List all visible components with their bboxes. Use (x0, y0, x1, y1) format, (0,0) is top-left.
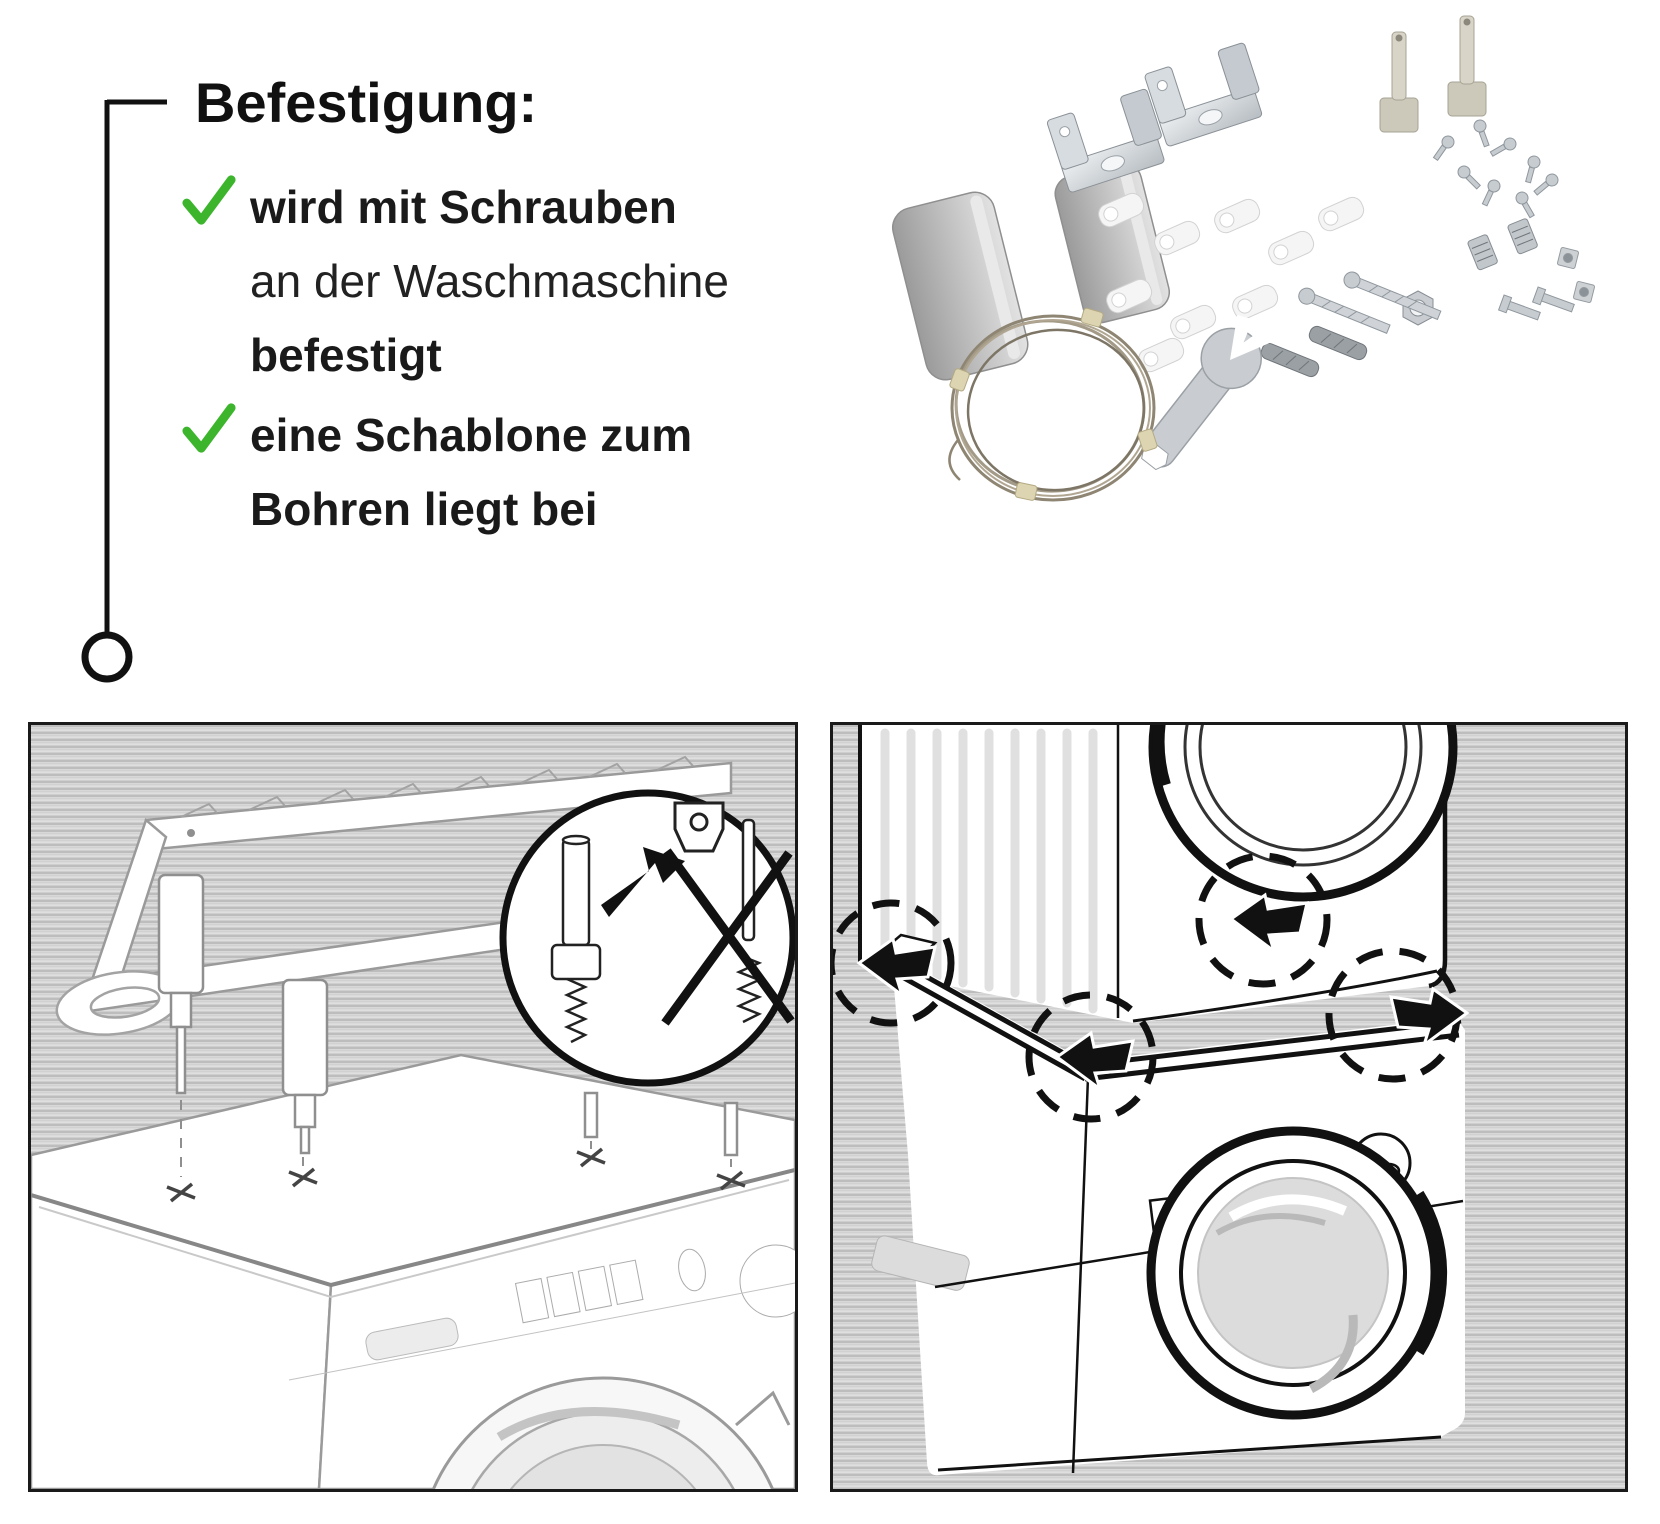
corner-bracket-icon (1144, 42, 1267, 147)
wall-plug-icon (1259, 324, 1369, 378)
washer-porthole-sketch (1151, 1131, 1443, 1415)
page-title: Befestigung: (195, 71, 538, 134)
drilling-template-illustration (28, 722, 798, 1492)
cover-cap-icon (888, 188, 1031, 384)
metal-clamp-icon (1467, 218, 1538, 271)
checkmark-icon (180, 400, 238, 458)
square-nut-icon (1557, 247, 1595, 303)
checkmark-icon (180, 172, 238, 230)
bullet-item-screws (180, 170, 729, 392)
inset-detail-circle (503, 793, 793, 1083)
bullet-line: Bohren liegt bei (250, 483, 598, 535)
connector-bracket-icon (70, 85, 190, 705)
bullet-line: an der Waschmaschine (250, 255, 729, 307)
stacked-machines-fixing-points-illustration (830, 722, 1628, 1492)
washing-machine-sketch (31, 1055, 795, 1489)
bullet-line: eine Schablone zum (250, 409, 693, 461)
standoff-bolt-icon (1380, 16, 1486, 132)
bolt-icon (1499, 287, 1576, 324)
corner-bracket-icon (1046, 88, 1169, 193)
bullet-item-template (180, 398, 692, 546)
bullet-line: befestigt (250, 329, 442, 381)
mounting-kit-parts-photo (820, 10, 1660, 540)
small-screws-icon (1431, 118, 1560, 219)
bullet-line: wird mit Schrauben (250, 181, 677, 233)
cap-nut-icon (675, 803, 723, 851)
